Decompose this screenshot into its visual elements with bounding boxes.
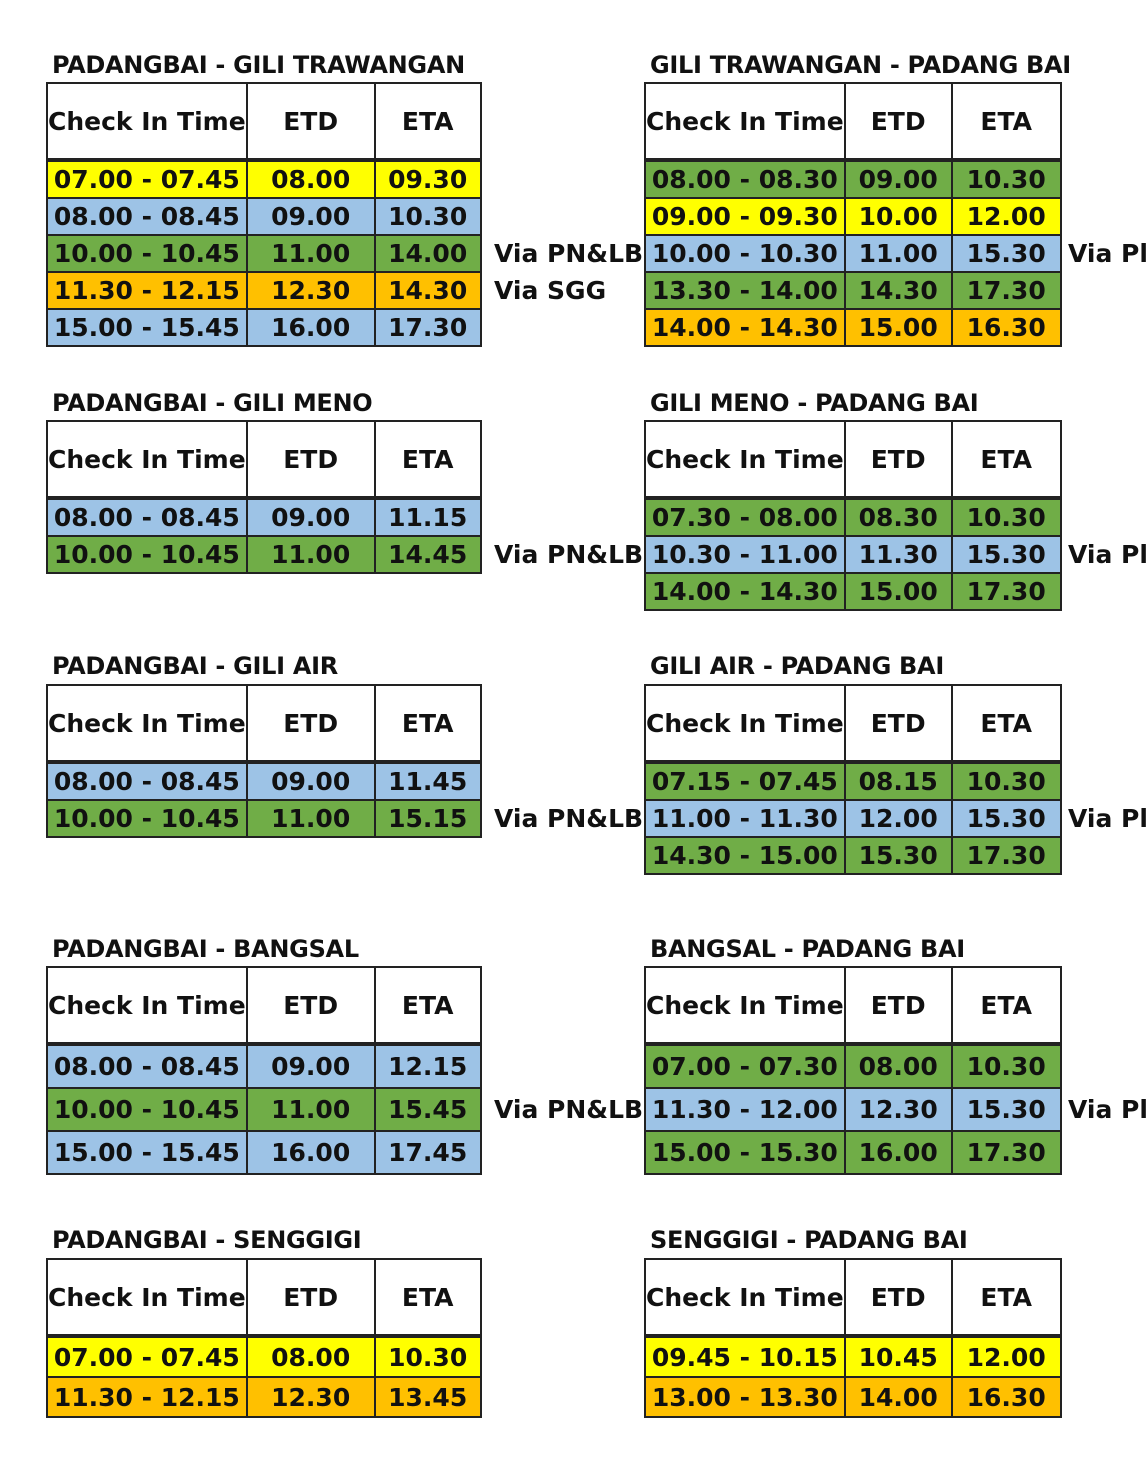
table-row: [47, 762, 481, 800]
cell-etd: 08.00: [247, 160, 375, 198]
table-row: [645, 762, 1061, 800]
cell-checkin: 14.00 - 14.30: [645, 309, 845, 346]
table-row: [645, 1088, 1061, 1131]
header-checkin: Check In Time: [645, 83, 845, 160]
table-row: [645, 498, 1061, 536]
table-row: [47, 1131, 481, 1174]
cell-eta: 17.30: [375, 309, 481, 346]
cell-eta: 13.45: [375, 1377, 481, 1417]
cell-etd: 08.15: [845, 762, 952, 800]
cell-etd: 11.30: [845, 536, 952, 573]
table-row: [47, 498, 481, 536]
cell-checkin: 10.00 - 10.45: [47, 1088, 247, 1131]
header-eta: ETA: [375, 421, 481, 498]
cell-etd: 08.00: [247, 1336, 375, 1377]
route-note: Via SGG: [494, 275, 607, 305]
cell-eta: 15.30: [952, 1088, 1061, 1131]
table-row: [645, 837, 1061, 874]
header-checkin: Check In Time: [645, 421, 845, 498]
header-checkin: Check In Time: [47, 421, 247, 498]
cell-checkin: 10.00 - 10.45: [47, 536, 247, 573]
cell-etd: 11.00: [247, 800, 375, 837]
table-row: [645, 573, 1061, 610]
cell-eta: 11.45: [375, 762, 481, 800]
table-row: [47, 272, 481, 309]
cell-eta: 12.15: [375, 1044, 481, 1088]
table-row: [645, 1336, 1061, 1377]
route-title: GILI AIR - PADANG BAI: [650, 652, 944, 680]
route-title: PADANGBAI - BANGSAL: [52, 935, 359, 963]
table-row: [47, 160, 481, 198]
route-title: GILI MENO - PADANG BAI: [650, 389, 979, 417]
cell-eta: 14.30: [375, 272, 481, 309]
cell-etd: 15.00: [845, 573, 952, 610]
header-eta: ETA: [375, 685, 481, 762]
table-row: [645, 1044, 1061, 1088]
cell-eta: 17.30: [952, 1131, 1061, 1174]
route-note: Via PN&LB: [494, 539, 644, 569]
route-title: PADANGBAI - GILI TRAWANGAN: [52, 51, 465, 79]
header-eta: ETA: [375, 83, 481, 160]
cell-checkin: 11.30 - 12.15: [47, 272, 247, 309]
header-etd: ETD: [247, 685, 375, 762]
table-row: [645, 309, 1061, 346]
cell-checkin: 09.45 - 10.15: [645, 1336, 845, 1377]
table-row: [645, 1131, 1061, 1174]
header-checkin: Check In Time: [47, 1259, 247, 1336]
cell-etd: 08.00: [845, 1044, 952, 1088]
cell-checkin: 10.00 - 10.45: [47, 235, 247, 272]
header-row: [47, 685, 481, 762]
cell-eta: 17.30: [952, 573, 1061, 610]
schedule-table: [46, 1258, 482, 1418]
header-row: [645, 83, 1061, 160]
cell-checkin: 14.00 - 14.30: [645, 573, 845, 610]
cell-eta: 17.30: [952, 837, 1061, 874]
cell-checkin: 09.00 - 09.30: [645, 198, 845, 235]
cell-eta: 10.30: [952, 1044, 1061, 1088]
header-checkin: Check In Time: [47, 967, 247, 1044]
table-row: [645, 272, 1061, 309]
cell-eta: 17.30: [952, 272, 1061, 309]
route-note: Via Pl: [1068, 238, 1148, 268]
cell-checkin: 08.00 - 08.45: [47, 762, 247, 800]
cell-checkin: 07.00 - 07.45: [47, 160, 247, 198]
header-etd: ETD: [247, 421, 375, 498]
cell-checkin: 11.30 - 12.00: [645, 1088, 845, 1131]
header-checkin: Check In Time: [645, 685, 845, 762]
schedule-table: [644, 420, 1062, 611]
header-row: [47, 1259, 481, 1336]
header-row: [645, 685, 1061, 762]
table-row: [47, 536, 481, 573]
schedule-table: [644, 684, 1062, 875]
cell-etd: 12.00: [845, 800, 952, 837]
cell-etd: 12.30: [247, 1377, 375, 1417]
header-eta: ETA: [952, 421, 1061, 498]
cell-eta: 16.30: [952, 309, 1061, 346]
cell-checkin: 13.00 - 13.30: [645, 1377, 845, 1417]
cell-eta: 12.00: [952, 198, 1061, 235]
header-eta: ETA: [952, 967, 1061, 1044]
header-etd: ETD: [845, 967, 952, 1044]
cell-etd: 16.00: [845, 1131, 952, 1174]
table-row: [47, 235, 481, 272]
route-note: Via PN&LB: [494, 238, 644, 268]
cell-etd: 09.00: [845, 160, 952, 198]
cell-eta: 15.30: [952, 536, 1061, 573]
cell-checkin: 07.30 - 08.00: [645, 498, 845, 536]
cell-checkin: 08.00 - 08.45: [47, 498, 247, 536]
route-note: Via Pl: [1068, 1094, 1148, 1124]
route-note: Via Pl: [1068, 803, 1148, 833]
cell-etd: 09.00: [247, 762, 375, 800]
route-note: Via PN&LB: [494, 803, 644, 833]
header-etd: ETD: [247, 967, 375, 1044]
cell-checkin: 11.30 - 12.15: [47, 1377, 247, 1417]
table-row: [645, 198, 1061, 235]
header-row: [645, 421, 1061, 498]
header-eta: ETA: [375, 967, 481, 1044]
header-etd: ETD: [247, 83, 375, 160]
cell-etd: 16.00: [247, 309, 375, 346]
route-title: GILI TRAWANGAN - PADANG BAI: [650, 51, 1071, 79]
cell-eta: 15.15: [375, 800, 481, 837]
cell-etd: 08.30: [845, 498, 952, 536]
cell-checkin: 10.00 - 10.45: [47, 800, 247, 837]
cell-eta: 10.30: [375, 1336, 481, 1377]
cell-eta: 16.30: [952, 1377, 1061, 1417]
header-eta: ETA: [952, 1259, 1061, 1336]
route-title: PADANGBAI - SENGGIGI: [52, 1226, 362, 1254]
table-row: [47, 1336, 481, 1377]
table-row: [645, 1377, 1061, 1417]
cell-checkin: 08.00 - 08.45: [47, 1044, 247, 1088]
cell-etd: 14.30: [845, 272, 952, 309]
cell-etd: 10.00: [845, 198, 952, 235]
cell-eta: 10.30: [952, 762, 1061, 800]
cell-checkin: 15.00 - 15.45: [47, 309, 247, 346]
schedule-table: [644, 1258, 1062, 1418]
cell-etd: 09.00: [247, 1044, 375, 1088]
table-row: [47, 309, 481, 346]
cell-checkin: 07.00 - 07.45: [47, 1336, 247, 1377]
schedule-table: [46, 966, 482, 1175]
cell-etd: 15.30: [845, 837, 952, 874]
cell-etd: 11.00: [845, 235, 952, 272]
table-row: [645, 160, 1061, 198]
table-row: [47, 800, 481, 837]
header-row: [47, 967, 481, 1044]
header-checkin: Check In Time: [645, 1259, 845, 1336]
header-row: [645, 1259, 1061, 1336]
table-row: [645, 235, 1061, 272]
cell-checkin: 10.30 - 11.00: [645, 536, 845, 573]
table-row: [47, 1377, 481, 1417]
schedule-table: [644, 82, 1062, 347]
cell-eta: 12.00: [952, 1336, 1061, 1377]
cell-checkin: 08.00 - 08.45: [47, 198, 247, 235]
cell-eta: 11.15: [375, 498, 481, 536]
cell-etd: 11.00: [247, 536, 375, 573]
cell-eta: 10.30: [952, 498, 1061, 536]
cell-eta: 14.45: [375, 536, 481, 573]
route-title: BANGSAL - PADANG BAI: [650, 935, 965, 963]
cell-etd: 16.00: [247, 1131, 375, 1174]
cell-etd: 14.00: [845, 1377, 952, 1417]
cell-etd: 09.00: [247, 198, 375, 235]
header-etd: ETD: [845, 421, 952, 498]
cell-eta: 17.45: [375, 1131, 481, 1174]
cell-checkin: 15.00 - 15.30: [645, 1131, 845, 1174]
table-row: [47, 1088, 481, 1131]
cell-checkin: 13.30 - 14.00: [645, 272, 845, 309]
cell-etd: 12.30: [247, 272, 375, 309]
table-row: [645, 536, 1061, 573]
cell-checkin: 07.00 - 07.30: [645, 1044, 845, 1088]
cell-checkin: 15.00 - 15.45: [47, 1131, 247, 1174]
header-checkin: Check In Time: [47, 685, 247, 762]
schedule-table: [644, 966, 1062, 1175]
header-etd: ETD: [247, 1259, 375, 1336]
header-etd: ETD: [845, 1259, 952, 1336]
cell-eta: 10.30: [952, 160, 1061, 198]
cell-checkin: 10.00 - 10.30: [645, 235, 845, 272]
header-row: [47, 83, 481, 160]
cell-eta: 15.30: [952, 800, 1061, 837]
schedule-table: [46, 684, 482, 838]
route-note: Via Pl: [1068, 539, 1148, 569]
header-etd: ETD: [845, 83, 952, 160]
cell-etd: 15.00: [845, 309, 952, 346]
schedule-table: [46, 82, 482, 347]
cell-etd: 12.30: [845, 1088, 952, 1131]
cell-eta: 09.30: [375, 160, 481, 198]
cell-eta: 10.30: [375, 198, 481, 235]
table-row: [47, 198, 481, 235]
header-checkin: Check In Time: [645, 967, 845, 1044]
schedule-table: [46, 420, 482, 574]
header-eta: ETA: [375, 1259, 481, 1336]
header-eta: ETA: [952, 83, 1061, 160]
cell-checkin: 11.00 - 11.30: [645, 800, 845, 837]
table-row: [47, 1044, 481, 1088]
header-eta: ETA: [952, 685, 1061, 762]
cell-eta: 15.30: [952, 235, 1061, 272]
cell-etd: 09.00: [247, 498, 375, 536]
header-row: [47, 421, 481, 498]
route-title: SENGGIGI - PADANG BAI: [650, 1226, 968, 1254]
cell-checkin: 08.00 - 08.30: [645, 160, 845, 198]
header-etd: ETD: [845, 685, 952, 762]
cell-etd: 11.00: [247, 235, 375, 272]
cell-checkin: 14.30 - 15.00: [645, 837, 845, 874]
header-checkin: Check In Time: [47, 83, 247, 160]
cell-etd: 11.00: [247, 1088, 375, 1131]
cell-eta: 15.45: [375, 1088, 481, 1131]
route-title: PADANGBAI - GILI MENO: [52, 389, 373, 417]
cell-etd: 10.45: [845, 1336, 952, 1377]
table-row: [645, 800, 1061, 837]
route-note: Via PN&LB: [494, 1094, 644, 1124]
header-row: [645, 967, 1061, 1044]
cell-eta: 14.00: [375, 235, 481, 272]
route-title: PADANGBAI - GILI AIR: [52, 652, 338, 680]
cell-checkin: 07.15 - 07.45: [645, 762, 845, 800]
